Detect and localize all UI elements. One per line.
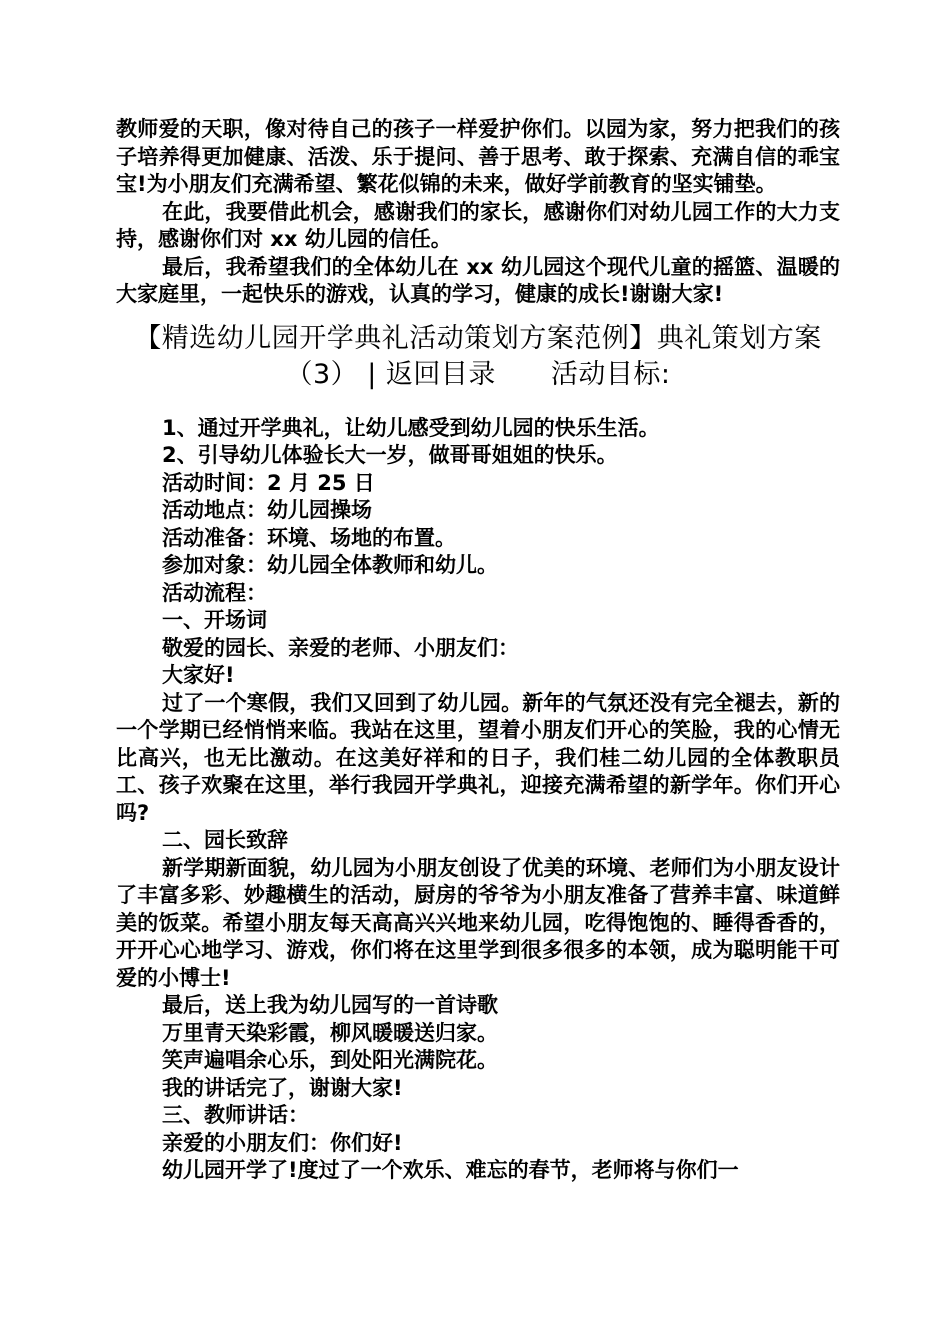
goal-item: 2、引导幼儿体验长大一岁，做哥哥姐姐的快乐。	[162, 443, 618, 467]
document-page	[116, 116, 840, 1185]
goal-item: 1、通过开学典礼，让幼儿感受到幼儿园的快乐生活。	[162, 415, 660, 440]
detail-place: 活动地点：幼儿园操场	[162, 498, 372, 522]
principal-paragraph: 新学期新面貌，幼儿园为小朋友创设了优美的环境、老师们为小朋友设计了丰富多彩、妙趣横生的活动，厨房的爷爷为小朋友准备了营养丰富、味道鲜美的饭菜。希望小朋友每天高高兴兴地来幼儿园，吃得饱饱的、睡得香香的，开开心心地学习、游戏，你们将在这里学到很多很多的本领，成为聪明能干可爱的小博士!	[116, 855, 840, 990]
section-teacher-title: 三、教师讲话：	[162, 1103, 309, 1127]
greeting: 大家好!	[162, 663, 235, 687]
closing-line: 我的讲话完了，谢谢大家!	[162, 1075, 403, 1100]
intro-paragraph-1: 教师爱的天职，像对待自己的孩子一样爱护你们。以园为家，努力把我们的孩子培养得更加健康、活泼、乐于提问、善于思考、敢于探索、充满自信的乖宝宝!为小朋友们充满希望、繁花似锦的未来，做好学前教育的坚实铺垫。	[116, 117, 840, 196]
intro-paragraph-2: 在此，我要借此机会，感谢我们的家长，感谢你们对幼儿园工作的大力支持，感谢你们对 xx 幼儿园的信任。	[116, 199, 840, 251]
closing-line: 最后，送上我为幼儿园写的一首诗歌	[162, 993, 498, 1017]
principal-heading: 二、园长致辞	[162, 828, 288, 852]
teacher-greeting: 亲爱的小朋友们：你们好!	[162, 1130, 403, 1155]
details-list	[116, 470, 840, 690]
detail-time: 活动时间：2 月 25 日	[162, 470, 375, 495]
opening-paragraph: 过了一个寒假，我们又回到了幼儿园。新年的气氛还没有完全褪去，新的一个学期已经悄悄来临。我站在这里，望着小朋友们开心的笑脸，我的心情无比高兴，也无比激动。在这美好祥和的日子，我们桂二幼儿园的全体教职员工、孩子欢聚在这里，举行我园开学典礼，迎接充满希望的新学年。你们开心吗?	[116, 690, 840, 825]
teacher-speech-start: 幼儿园开学了!度过了一个欢乐、难忘的春节，老师将与你们一	[162, 1158, 739, 1182]
section-heading: 【精选幼儿园开学典礼活动策划方案范例】典礼策划方案（3） | 返回目录 活动目标:	[134, 322, 822, 390]
detail-process: 活动流程：	[162, 580, 267, 605]
section-opening-title: 一、开场词	[162, 608, 267, 632]
closing-list	[116, 992, 840, 1185]
poem-line: 笑声遍唱余心乐，到处阳光满院花。	[162, 1048, 498, 1072]
detail-preparation: 活动准备：环境、场地的布置。	[162, 525, 456, 550]
poem-line: 万里青天染彩霞，柳风暖暖送归家。	[162, 1020, 498, 1045]
detail-participants: 参加对象：幼儿园全体教师和幼儿。	[162, 553, 498, 577]
goals-list	[116, 415, 840, 470]
intro-paragraph-3: 最后，我希望我们的全体幼儿在 xx 幼儿园这个现代儿童的摇篮、温暖的大家庭里，一起快乐的游戏，认真的学习，健康的成长!谢谢大家!	[116, 254, 840, 306]
salutation: 敬爱的园长、亲爱的老师、小朋友们：	[162, 635, 519, 660]
